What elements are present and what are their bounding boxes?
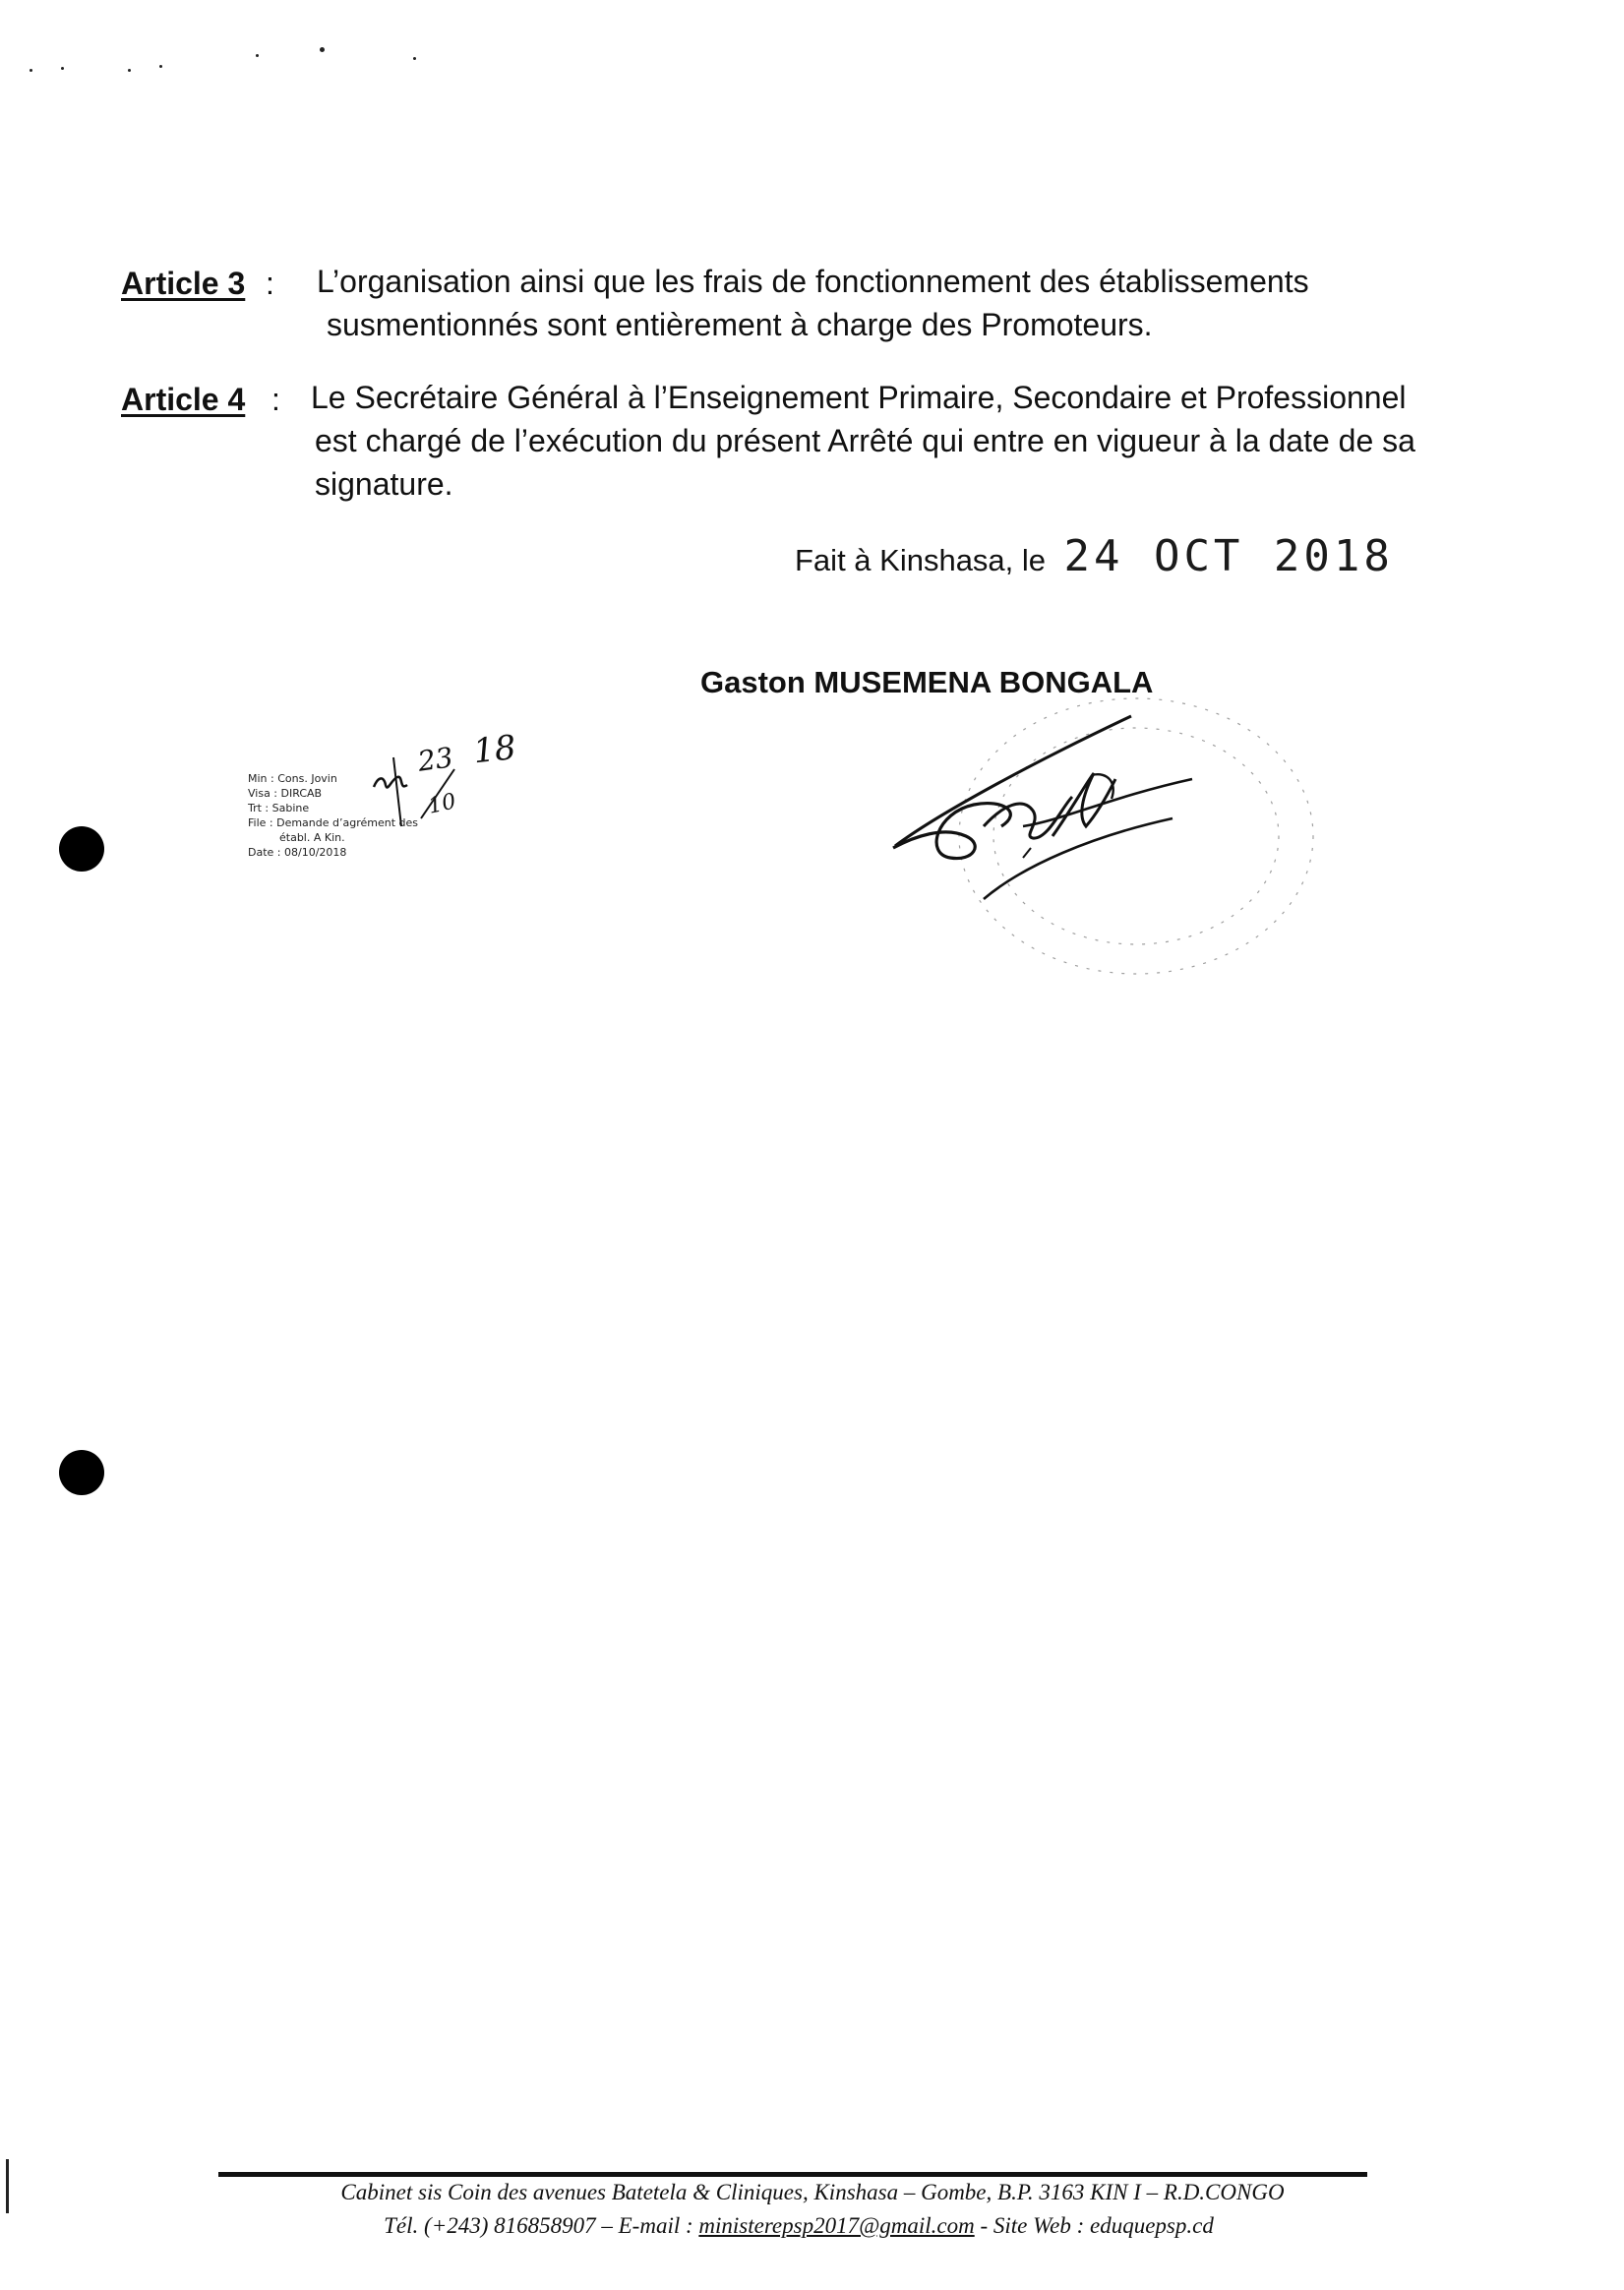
svg-text:23: 23: [415, 741, 455, 778]
footer-contact: [209, 2213, 1389, 2239]
article-4-line-3: signature.: [315, 466, 453, 502]
signer-name: Gaston MUSEMENA BONGALA: [700, 665, 1154, 699]
article-3-colon: :: [266, 266, 274, 301]
scan-speck: [320, 47, 325, 52]
footer-rule: [218, 2172, 1367, 2177]
svg-text:18: 18: [471, 728, 518, 772]
scan-speck: [413, 57, 416, 60]
footer-email-link[interactable]: ministerepsp2017@gmail.com: [698, 2213, 975, 2238]
scan-edge-mark: [6, 2159, 9, 2213]
article-4-label: Article 4: [121, 382, 246, 417]
article-3-line-1: L’organisation ainsi que les frais de fonctionnement des établissements: [317, 264, 1309, 299]
reference-line: Min : Cons. Jovin: [248, 772, 337, 785]
article-4-line-1: Le Secrétaire Général à l’Enseignement Primaire, Secondaire et Professionnel: [311, 380, 1407, 415]
article-3-line-2: susmentionnés sont entièrement à charge des Promoteurs.: [327, 307, 1153, 342]
article-3-label: Article 3: [121, 266, 246, 301]
svg-text:10: 10: [426, 789, 458, 819]
date-stamp: 24 OCT 2018: [1063, 531, 1394, 581]
reference-line: Visa : DIRCAB: [248, 787, 323, 800]
footer-address: Cabinet sis Coin des avenues Batetela & Cliniques, Kinshasa – Gombe, B.P. 3163 KIN I – R.D.CONGO: [340, 2180, 1285, 2204]
footer-website: - Site Web : eduquepsp.cd: [980, 2213, 1214, 2238]
signature: [875, 689, 1338, 984]
article-3-text: [317, 260, 1309, 346]
punch-hole: [59, 1450, 104, 1495]
reference-line: Trt : Sabine: [248, 802, 310, 814]
footer-phone: Tél. (+243) 816858907 – E-mail :: [384, 2213, 693, 2238]
scan-speck: [61, 67, 64, 70]
scan-speck: [159, 65, 162, 68]
punch-hole: [59, 826, 104, 872]
scan-speck: [30, 69, 32, 72]
scan-speck: [256, 54, 259, 57]
scan-speck: [128, 69, 131, 72]
date-line-prefix: Fait à Kinshasa, le: [795, 543, 1047, 577]
article-4-line-2: est chargé de l’exécution du présent Arrêté qui entre en vigueur à la date de sa: [315, 423, 1415, 458]
article-4-colon: :: [271, 382, 280, 417]
article-4-text: [311, 376, 1521, 506]
reference-line: établ. A Kin.: [279, 831, 345, 844]
date-line: [795, 531, 1394, 581]
handwritten-paraph: [364, 728, 541, 856]
reference-line: File : Demande d’agrément des: [248, 816, 419, 829]
reference-line: Date : 08/10/2018: [248, 846, 347, 859]
